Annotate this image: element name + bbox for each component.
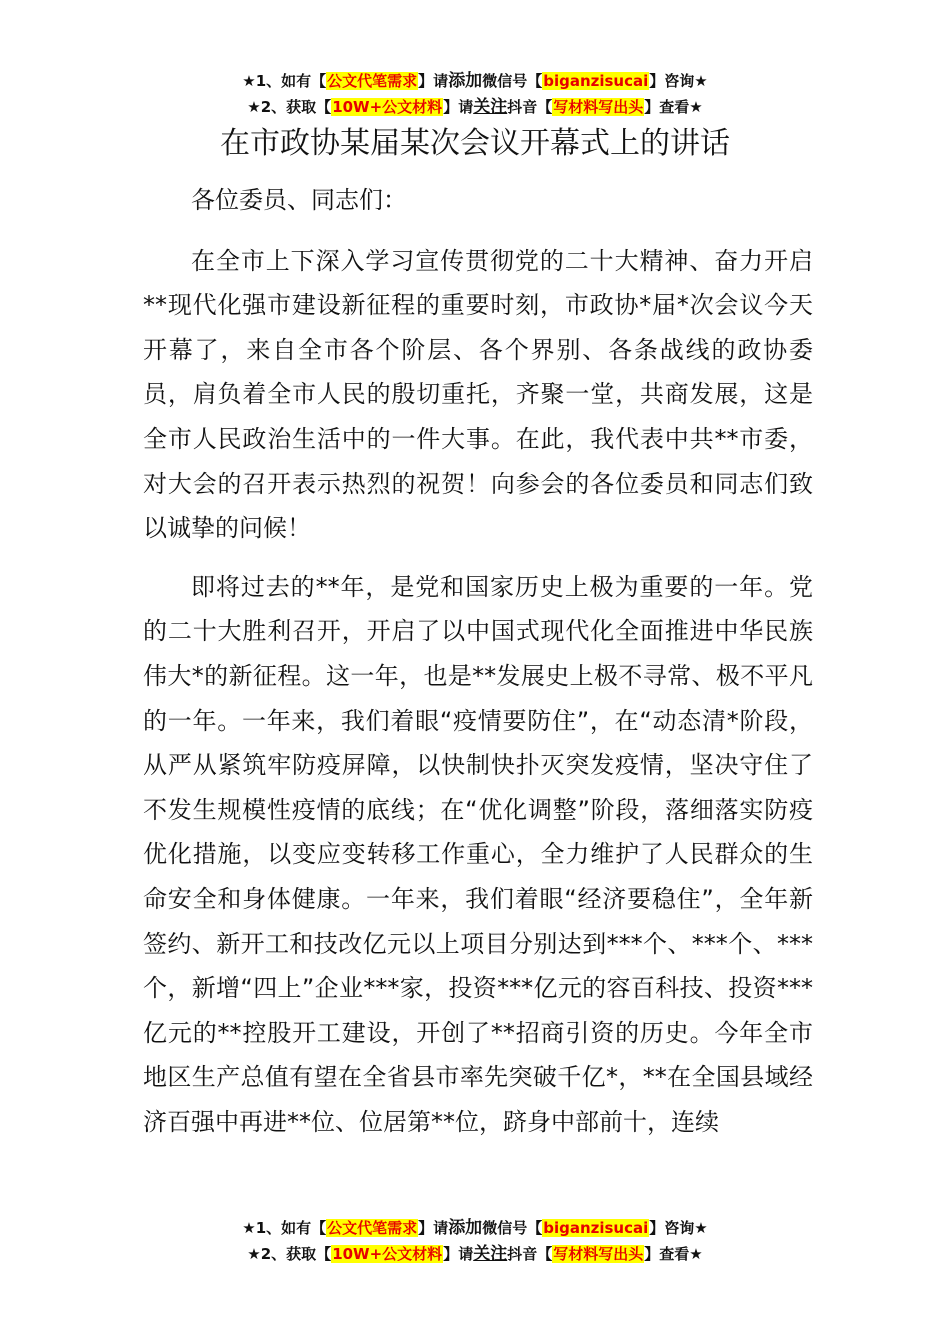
banner-line-2-mid1: 】请 (443, 98, 474, 116)
banner-line-2-suffix: 】查看★ (644, 98, 703, 116)
body-paragraph-1: 在全市上下深入学习宣传贯彻党的二十大精神、奋力开启**现代化强市建设新征程的重要时刻，市政协*届*次会议今天开幕了，来自全市各个阶层、各个界别、各条战线的政协委员，肩负着全市人民的殷切重托，齐聚一堂，共商发展，这是全市人民政治生活中的一件大事。在此，我代表中共**市委，对大会的召开表示热烈的祝贺！向参会的各位委员和同志们致以诚挚的问候！ (143, 246, 813, 543)
footer-line-2-mid1: 】请 (443, 1245, 474, 1263)
footer-line-2-mid2: 抖音【 (507, 1245, 553, 1263)
banner-line-1 (0, 68, 950, 94)
banner-line-1-suffix: 】咨询★ (649, 72, 708, 90)
footer-highlight-wechat-id: biganzisucai (543, 1219, 649, 1237)
footer-line-1-suffix: 】咨询★ (649, 1219, 708, 1237)
body-paragraph-2: 即将过去的**年，是党和国家历史上极为重要的一年。党的二十大胜利召开，开启了以中国式现代化全面推进中华民族伟大*的新征程。这一年，也是**发展史上极不寻常、极不平凡的一年。一年来，我们着眼“疫情要防住”，在“动态清*阶段，从严从紧筑牢防疫屏障，以快制快扑灭突发疫情，坚决守住了不发生规模性疫情的底线；在“优化调整”阶段，落细落实防疫优化措施，以变应变转移工作重心，全力维护了人民群众的生命安全和身体健康。一年来，我们着眼“经济要稳住”，全年新签约、新开工和技改亿元以上项目分别达到***个、***个、***个，新增“四上”企业***家，投资***亿元的容百科技、投资***亿元的**控股开工建设，开创了**招商引资的历史。今年全市地区生产总值有望在全省县市率先突破千亿*，**在全国县域经济百强中再进**位、位居第**位，跻身中部前十，连续 (143, 572, 813, 1136)
banner-highlight-materials: 10W+公文材料 (332, 98, 443, 116)
banner-line-1-mid2: 微信号【 (482, 72, 543, 90)
footer-banner-line-2 (0, 1241, 950, 1267)
footer-highlight-douyin-id: 写材料写出头 (553, 1245, 644, 1263)
banner-line-1-prefix: ★1、如有【 (242, 72, 327, 90)
footer-line-1-mid2: 微信号【 (482, 1219, 543, 1237)
banner-line-2 (0, 94, 950, 120)
document-title: 在市政协某届某次会议开幕式上的讲话 (220, 126, 730, 161)
footer-banner-line-1 (0, 1215, 950, 1241)
banner-highlight-writing-service: 公文代笔需求 (327, 72, 418, 90)
footer-line-1-emphasis: 添加 (448, 1218, 483, 1238)
banner-highlight-wechat-id: biganzisucai (543, 72, 649, 90)
footer-highlight-writing-service: 公文代笔需求 (327, 1219, 418, 1237)
salutation: 各位委员、同志们： (191, 186, 407, 214)
header-ad-banner (0, 68, 950, 120)
banner-line-2-mid2: 抖音【 (507, 98, 553, 116)
banner-line-1-emphasis: 添加 (448, 71, 483, 91)
banner-line-2-emphasis: 关注 (473, 97, 508, 117)
footer-ad-banner (0, 1215, 950, 1267)
footer-line-2-suffix: 】查看★ (644, 1245, 703, 1263)
footer-highlight-materials: 10W+公文材料 (332, 1245, 443, 1263)
banner-line-2-prefix: ★2、获取【 (247, 98, 332, 116)
footer-line-1-mid1: 】请 (418, 1219, 449, 1237)
banner-line-1-mid1: 】请 (418, 72, 449, 90)
footer-line-2-prefix: ★2、获取【 (247, 1245, 332, 1263)
document-body (143, 178, 813, 1144)
footer-line-2-emphasis: 关注 (473, 1244, 508, 1264)
footer-line-1-prefix: ★1、如有【 (242, 1219, 327, 1237)
banner-highlight-douyin-id: 写材料写出头 (553, 98, 644, 116)
